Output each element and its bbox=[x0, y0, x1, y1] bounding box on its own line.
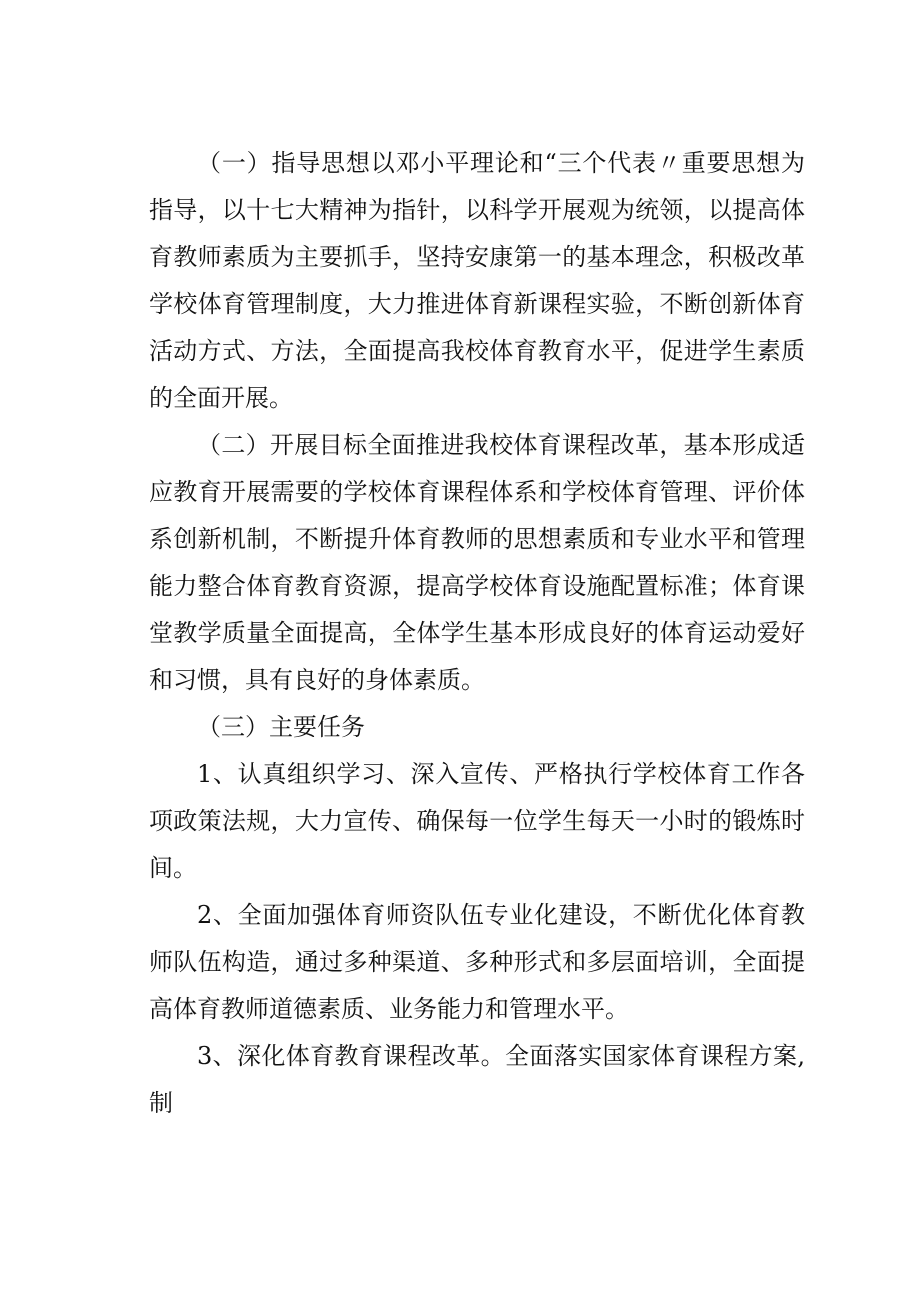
paragraph-main-tasks-heading: （三）主要任务 bbox=[197, 713, 365, 741]
paragraph-guiding-ideology: （一）指导思想以邓小平理论和“三个代表〃重要思想为指导，以十七大精神为指针，以科学开展观为统领，以提高体育教师素质为主要抓手，坚持安康第一的基本理念，积极改革学校体育管理制度，大力推进体育新课程实验，不断创新体育活动方式、方法，全面提高我校体育教育水平，促进学生素质的全面开展。 bbox=[149, 149, 805, 412]
paragraph-task-2: 2、全面加强体育师资队伍专业化建设，不断优化体育教师队伍构造，通过多种渠道、多种形式和多层面培训，全面提高体育教师道德素质、业务能力和管理水平。 bbox=[149, 901, 805, 1023]
paragraph-task-3: 3、深化体育教育课程改革。全面落实国家体育课程方案,制 bbox=[149, 1042, 805, 1117]
paragraph-task-1: 1、认真组织学习、深入宣传、严格执行学校体育工作各项政策法规，大力宣传、确保每一位学生每天一小时的锻炼时间。 bbox=[149, 760, 805, 882]
paragraph-development-goals: （二）开展目标全面推进我校体育课程改革，基本形成适应教育开展需要的学校体育课程体系和学校体育管理、评价体系创新机制，不断提升体育教师的思想素质和专业水平和管理能力整合体育教育资源，提高学校体育设施配置标准；体育课堂教学质量全面提高，全体学生基本形成良好的体育运动爱好和习惯，具有良好的身体素质。 bbox=[149, 431, 805, 694]
document-body bbox=[149, 140, 805, 1127]
